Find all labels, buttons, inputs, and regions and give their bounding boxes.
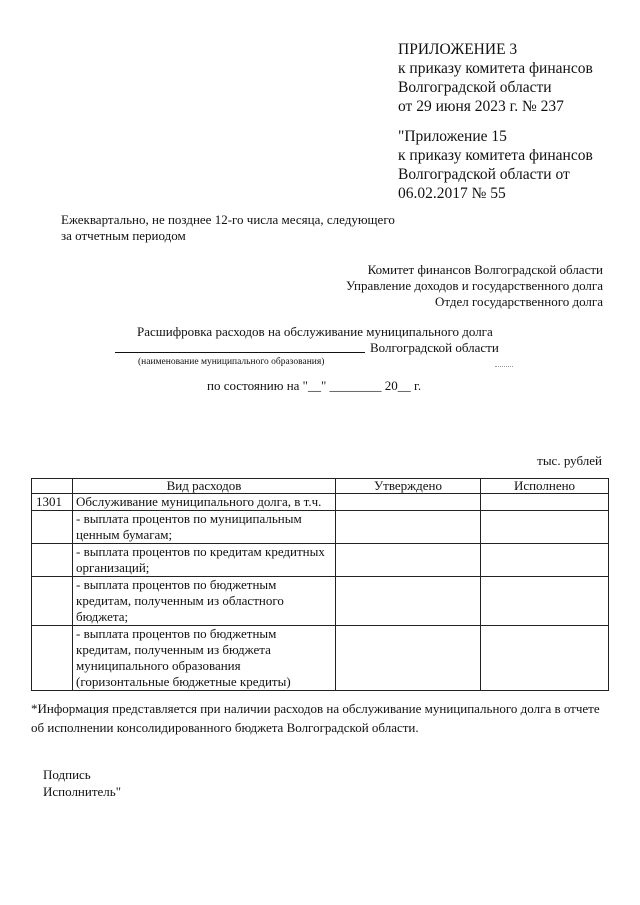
deadline-note-line: Ежеквартально, не позднее 12-го числа месяца, следующего xyxy=(61,212,395,227)
appendix-15-line: "Приложение 15 xyxy=(398,128,507,145)
row-approved-cell[interactable] xyxy=(336,511,481,544)
table-row xyxy=(32,626,609,691)
table-row xyxy=(32,511,609,544)
region-suffix: Волгоградской области xyxy=(370,340,499,355)
footnote-line: *Информация представляется при наличии расходов на обслуживание муниципального долга в отчете xyxy=(31,701,600,716)
deadline-note-line: за отчетным периодом xyxy=(61,228,186,243)
table-header-row xyxy=(32,479,609,494)
row-code: 1301 xyxy=(32,494,73,511)
table-row xyxy=(32,494,609,511)
footnote xyxy=(31,699,600,737)
row-approved-cell[interactable] xyxy=(336,626,481,691)
header-executed: Исполнено xyxy=(481,479,609,494)
row-expense-type xyxy=(73,494,336,511)
row-code xyxy=(32,577,73,626)
signature-label: Подпись xyxy=(43,767,91,782)
row-text-line: - выплата процентов по бюджетным xyxy=(76,577,277,592)
recipient-line: Управление доходов и государственного долга xyxy=(345,278,603,293)
row-approved-cell[interactable] xyxy=(336,544,481,577)
row-executed-cell[interactable] xyxy=(481,626,609,691)
appendix-15-line: Волгоградской области от xyxy=(398,166,570,183)
row-text-line: (горизонтальные бюджетные кредиты) xyxy=(76,674,291,689)
footnote-line: об исполнении консолидированного бюджета Волгоградской области. xyxy=(31,720,419,735)
row-approved-cell[interactable] xyxy=(336,494,481,511)
appendix-3-line: к приказу комитета финансов xyxy=(398,60,593,77)
row-code xyxy=(32,626,73,691)
recipient-block xyxy=(346,262,603,310)
row-text-line: организаций; xyxy=(76,560,150,575)
row-code xyxy=(32,544,73,577)
row-executed-cell[interactable] xyxy=(481,544,609,577)
recipient-line: Комитет финансов Волгоградской области xyxy=(367,262,603,277)
row-text-line: кредитам, полученным из областного xyxy=(76,593,284,608)
row-text-line: кредитам, полученным из бюджета xyxy=(76,642,271,657)
row-expense-type xyxy=(73,544,336,577)
row-text-line: - выплата процентов по муниципальным xyxy=(76,511,302,526)
appendix-3-block xyxy=(398,40,593,116)
row-text-line: бюджета; xyxy=(76,609,129,624)
appendix-15-line: 06.02.2017 № 55 xyxy=(398,185,506,202)
scan-mark xyxy=(495,366,513,367)
table-row xyxy=(32,544,609,577)
row-text-line: - выплата процентов по кредитам кредитных xyxy=(76,544,325,559)
row-expense-type xyxy=(73,577,336,626)
header-code xyxy=(32,479,73,494)
appendix-3-line: Волгоградской области xyxy=(398,79,552,96)
executor-label: Исполнитель" xyxy=(43,784,122,799)
header-expense-type: Вид расходов xyxy=(73,479,336,494)
row-expense-type xyxy=(73,511,336,544)
report-date-line: по состоянию на "__" ________ 20__ г. xyxy=(207,378,422,393)
header-approved: Утверждено xyxy=(336,479,481,494)
row-approved-cell[interactable] xyxy=(336,577,481,626)
municipality-blank-line xyxy=(115,352,365,353)
row-executed-cell[interactable] xyxy=(481,511,609,544)
row-text-line: Обслуживание муниципального долга, в т.ч. xyxy=(76,494,322,509)
form-title: Расшифровка расходов на обслуживание муниципального долга xyxy=(137,324,493,339)
row-text-line: - выплата процентов по бюджетным xyxy=(76,626,277,641)
units-label: тыс. рублей xyxy=(537,453,602,468)
municipality-caption: (наименование муниципального образования) xyxy=(138,357,325,367)
row-executed-cell[interactable] xyxy=(481,577,609,626)
appendix-3-line: ПРИЛОЖЕНИЕ 3 xyxy=(398,41,518,58)
appendix-3-line: от 29 июня 2023 г. № 237 xyxy=(398,98,564,115)
appendix-15-block xyxy=(398,127,593,203)
row-text-line: ценным бумагам; xyxy=(76,527,173,542)
row-text-line: муниципального образования xyxy=(76,658,241,673)
expenses-table xyxy=(31,478,609,691)
appendix-15-line: к приказу комитета финансов xyxy=(398,147,593,164)
signature-block xyxy=(43,766,121,800)
row-expense-type xyxy=(73,626,336,691)
row-executed-cell[interactable] xyxy=(481,494,609,511)
recipient-line: Отдел государственного долга xyxy=(434,294,603,309)
row-code xyxy=(32,511,73,544)
table-row xyxy=(32,577,609,626)
deadline-note xyxy=(61,212,395,244)
